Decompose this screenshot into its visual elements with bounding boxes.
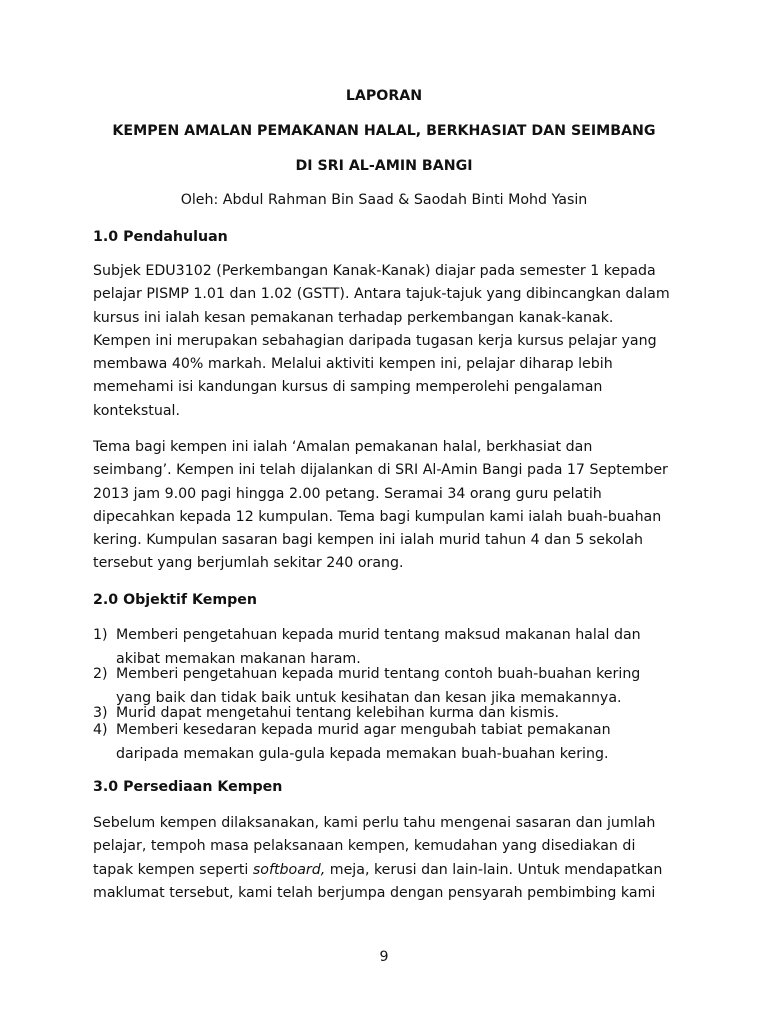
paragraph-line: memehami isi kandungan kursus di samping memperolehi pengalaman	[93, 379, 603, 396]
section1-paragraph2	[93, 436, 683, 576]
report-title: LAPORAN	[345, 88, 423, 104]
paragraph-line: 2013 jam 9.00 pagi hingga 2.00 petang. Seramai 34 orang guru pelatih	[93, 485, 602, 502]
paragraph-line: Tema bagi kempen ini ialah ‘Amalan pemakanan halal, berkhasiat dan	[93, 439, 593, 455]
paragraph-line: kering. Kumpulan sasaran bagi kempen ini ialah murid tahun 4 dan 5 sekolah	[93, 532, 644, 549]
paragraph-line: seimbang’. Kempen ini telah dijalankan di SRI Al-Amin Bangi pada 17 September	[93, 462, 668, 479]
text-run: meja, kerusi dan lain-lain. Untuk mendapatkan	[325, 861, 663, 878]
page-number: 9	[379, 949, 389, 965]
section2-heading: 2.0 Objektif Kempen	[93, 592, 257, 608]
list-item-number: 3)	[93, 705, 108, 721]
list-item-text: Memberi kesedaran kepada murid agar mengubah tabiat pemakanan	[116, 722, 611, 738]
list-item-number: 4)	[93, 722, 108, 738]
section1-heading: 1.0 Pendahuluan	[93, 229, 228, 245]
list-item-number: 1)	[93, 627, 108, 643]
paragraph-line: maklumat tersebut, kami telah berjumpa dengan pensyarah pembimbing kami	[93, 884, 656, 901]
paragraph-line: kontekstual.	[93, 402, 180, 419]
list-item-text: daripada memakan gula-gula kepada memakan buah-buahan kering.	[116, 746, 609, 762]
paragraph-line: dipecahkan kepada 12 kumpulan. Tema bagi kumpulan kami ialah buah-buahan	[93, 508, 662, 525]
paragraph-line: pelajar PISMP 1.01 dan 1.02 (GSTT). Antara tajuk-tajuk yang dibincangkan dalam	[93, 286, 670, 303]
paragraph-line: Kempen ini merupakan sebahagian daripada tugasan kerja kursus pelajar yang	[93, 332, 657, 349]
paragraph-line: pelajar, tempoh masa pelaksanaan kempen, kemudahan yang disediakan di	[93, 838, 636, 855]
list-item-text: Memberi pengetahuan kepada murid tentang contoh buah-buahan kering	[116, 666, 641, 682]
report-authors: Oleh: Abdul Rahman Bin Saad & Saodah Binti Mohd Yasin	[180, 192, 588, 208]
list-item-text: Murid dapat mengetahui tentang kelebihan kurma dan kismis.	[116, 705, 560, 721]
list-item-text: Memberi pengetahuan kepada murid tentang maksud makanan halal dan	[116, 627, 641, 643]
paragraph-line: kursus ini ialah kesan pemakanan terhadap perkembangan kanak-kanak.	[93, 309, 614, 326]
text-run: tapak kempen seperti	[93, 861, 253, 878]
list-item-text: akibat memakan makanan haram.	[116, 651, 361, 667]
report-subtitle-line2: DI SRI AL-AMIN BANGI	[295, 158, 473, 174]
list-item-text: yang baik dan tidak baik untuk kesihatan dan kesan jika memakannya.	[116, 690, 622, 706]
section1-paragraph1	[93, 260, 683, 423]
paragraph-line: tersebut yang berjumlah sekitar 240 orang.	[93, 555, 404, 572]
list-item-number: 2)	[93, 666, 108, 682]
paragraph-line: membawa 40% markah. Melalui aktiviti kempen ini, pelajar diharap lebih	[93, 356, 613, 373]
paragraph-line: Subjek EDU3102 (Perkembangan Kanak-Kanak) diajar pada semester 1 kepada	[93, 263, 656, 279]
section3-paragraph1	[93, 812, 683, 905]
report-subtitle-line1: KEMPEN AMALAN PEMAKANAN HALAL, BERKHASIAT DAN SEIMBANG	[112, 123, 656, 139]
section3-heading: 3.0 Persediaan Kempen	[93, 779, 283, 795]
paragraph-line	[93, 859, 683, 882]
italic-text-run: softboard,	[252, 861, 326, 878]
paragraph-line: Sebelum kempen dilaksanakan, kami perlu tahu mengenai sasaran dan jumlah	[93, 815, 656, 831]
